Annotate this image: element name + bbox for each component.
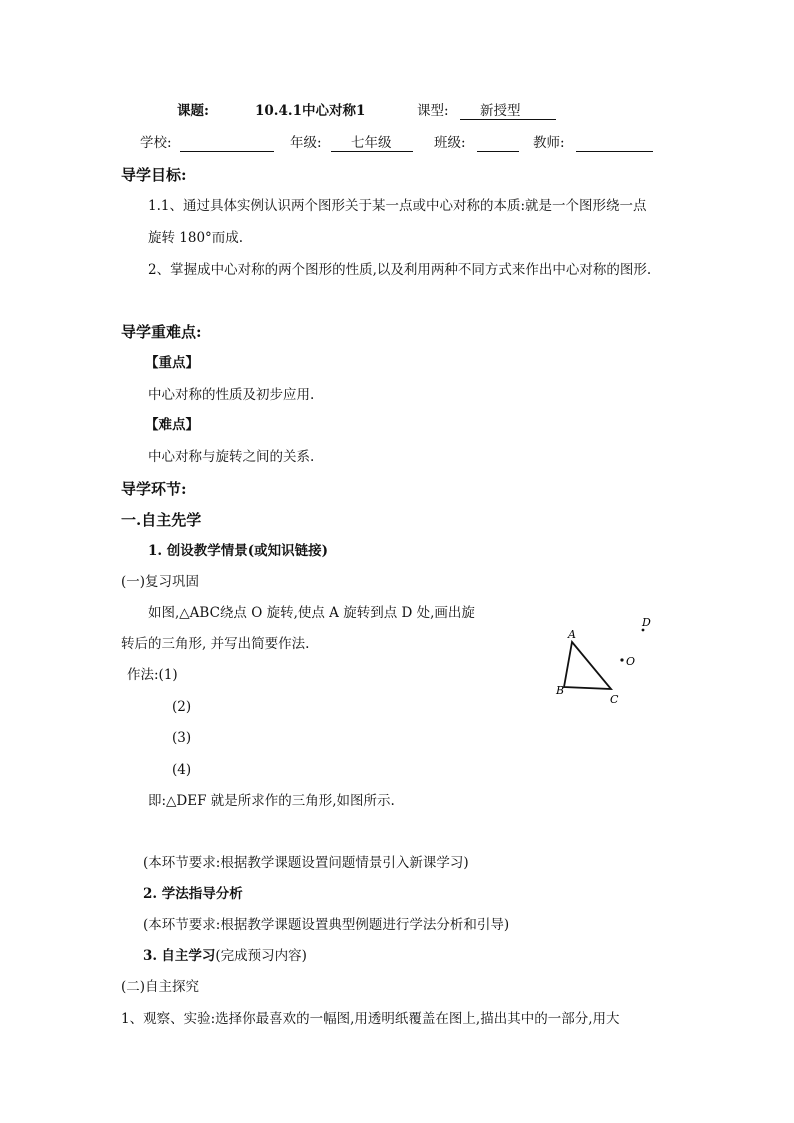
label-o: O bbox=[626, 655, 636, 668]
key-label: 【重点】 bbox=[145, 355, 199, 371]
step-2-number: 2. bbox=[143, 886, 158, 902]
class-label: 班级: bbox=[434, 135, 466, 151]
step-1-number: 1. bbox=[148, 543, 163, 559]
label-a: A bbox=[568, 628, 576, 641]
method-step-3: (3) bbox=[172, 730, 192, 746]
method-step-2: (2) bbox=[172, 699, 192, 715]
goal-item-2: 2、掌握成中心对称的两个图形的性质,以及利用两种不同方式来作出中心对称的图形. bbox=[148, 262, 652, 278]
step-2-heading bbox=[143, 885, 243, 903]
step-3-note: (完成预习内容) bbox=[215, 948, 307, 964]
label-d: D bbox=[642, 616, 651, 629]
part-2-heading: (二)自主探究 bbox=[121, 979, 200, 995]
step-2-title: 学法指导分析 bbox=[161, 886, 243, 902]
teacher-field[interactable] bbox=[576, 134, 653, 152]
difficult-text: 中心对称与旋转之间的关系. bbox=[148, 449, 315, 465]
problem-line-2: 转后的三角形, 并写出简要作法. bbox=[121, 636, 310, 652]
step-3-number: 3. bbox=[143, 948, 158, 964]
lesson-type-label: 课型: bbox=[417, 103, 449, 119]
keypoints-heading: 导学重难点: bbox=[121, 323, 202, 341]
requirement-1: (本环节要求:根据教学课题设置问题情景引入新课学习) bbox=[143, 855, 469, 871]
explore-line: 1、观察、实验:选择你最喜欢的一幅图,用透明纸覆盖在图上,描出其中的一部分,用大 bbox=[121, 1011, 620, 1027]
step-1-heading bbox=[148, 542, 328, 560]
problem-line-1: 如图,△ABC绕点 O 旋转,使点 A 旋转到点 D 处,画出旋 bbox=[148, 605, 475, 621]
grade-value: 七年级 bbox=[351, 135, 392, 151]
goals-heading: 导学目标: bbox=[121, 166, 187, 184]
point-d bbox=[642, 629, 645, 632]
school-label: 学校: bbox=[140, 135, 172, 151]
step-1-title: 创设教学情景(或知识链接) bbox=[166, 543, 329, 559]
key-text: 中心对称的性质及初步应用. bbox=[148, 387, 315, 403]
label-c: C bbox=[610, 693, 619, 706]
requirement-2: (本环节要求:根据教学课题设置典型例题进行学法分析和引导) bbox=[143, 917, 510, 933]
triangle-rotation-figure bbox=[550, 610, 660, 710]
goal-item-1-line-1: 1.1、通过具体实例认识两个图形关于某一点或中心对称的本质:就是一个图形绕一点 bbox=[148, 198, 647, 214]
difficult-label: 【难点】 bbox=[145, 417, 199, 433]
teacher-label: 教师: bbox=[533, 135, 565, 151]
part-1-heading: (一)复习巩固 bbox=[121, 574, 200, 590]
topic-title: 10.4.1中心对称1 bbox=[255, 103, 366, 119]
triangle-abc bbox=[564, 642, 611, 689]
grade-field[interactable] bbox=[331, 134, 413, 152]
method-step-4: (4) bbox=[172, 762, 192, 778]
conclusion-text: 即:△DEF 就是所求作的三角形,如图所示. bbox=[148, 793, 395, 809]
step-3-heading bbox=[143, 947, 307, 965]
lesson-type-field[interactable] bbox=[460, 102, 556, 120]
process-heading: 导学环节: bbox=[121, 480, 187, 498]
label-b: B bbox=[556, 684, 565, 697]
goal-item-1-line-2: 旋转 180°而成. bbox=[148, 230, 244, 246]
method-label: 作法:(1) bbox=[127, 667, 178, 683]
section-self-study: 一.自主先学 bbox=[121, 511, 202, 529]
topic-label: 课题: bbox=[177, 103, 209, 119]
grade-label: 年级: bbox=[290, 135, 322, 151]
school-field[interactable] bbox=[180, 134, 274, 152]
lesson-type-value: 新授型 bbox=[480, 103, 521, 119]
class-field[interactable] bbox=[477, 134, 519, 152]
point-o bbox=[620, 658, 623, 661]
step-3-title: 自主学习 bbox=[161, 948, 216, 964]
